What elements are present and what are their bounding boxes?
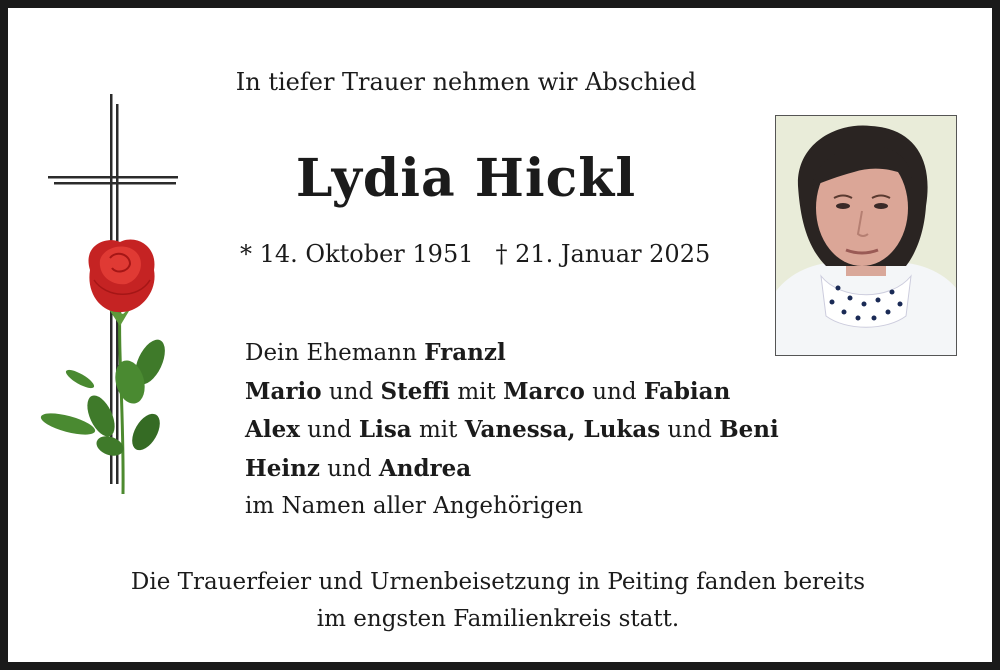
portrait-photo [775,115,957,356]
death-date: † 21. Januar 2025 [495,240,711,268]
funeral-note: Die Trauerfeier und Urnenbeisetzung in Peiting fanden bereits im engsten Familienkreis statt. [130,569,866,632]
intro-text: In tiefer Trauer nehmen wir Abschied [235,68,697,96]
mourner-line: Alex und Lisa mit Vanessa, Lukas und Beni [245,416,779,443]
mourners-list [245,334,779,526]
deceased-name: Lydia Hickl [295,148,637,209]
mourner-line: Dein Ehemann Franzl [245,339,506,366]
rose-icon [39,240,171,494]
mourner-line: im Namen aller Angehörigen [245,493,584,519]
mourner-line: Mario und Steffi mit Marco und Fabian [245,377,731,405]
life-dates [240,240,710,268]
birth-date: * 14. Oktober 1951 [240,240,474,268]
mourner-line: Heinz und Andrea [245,454,472,482]
obituary-card [8,8,992,662]
